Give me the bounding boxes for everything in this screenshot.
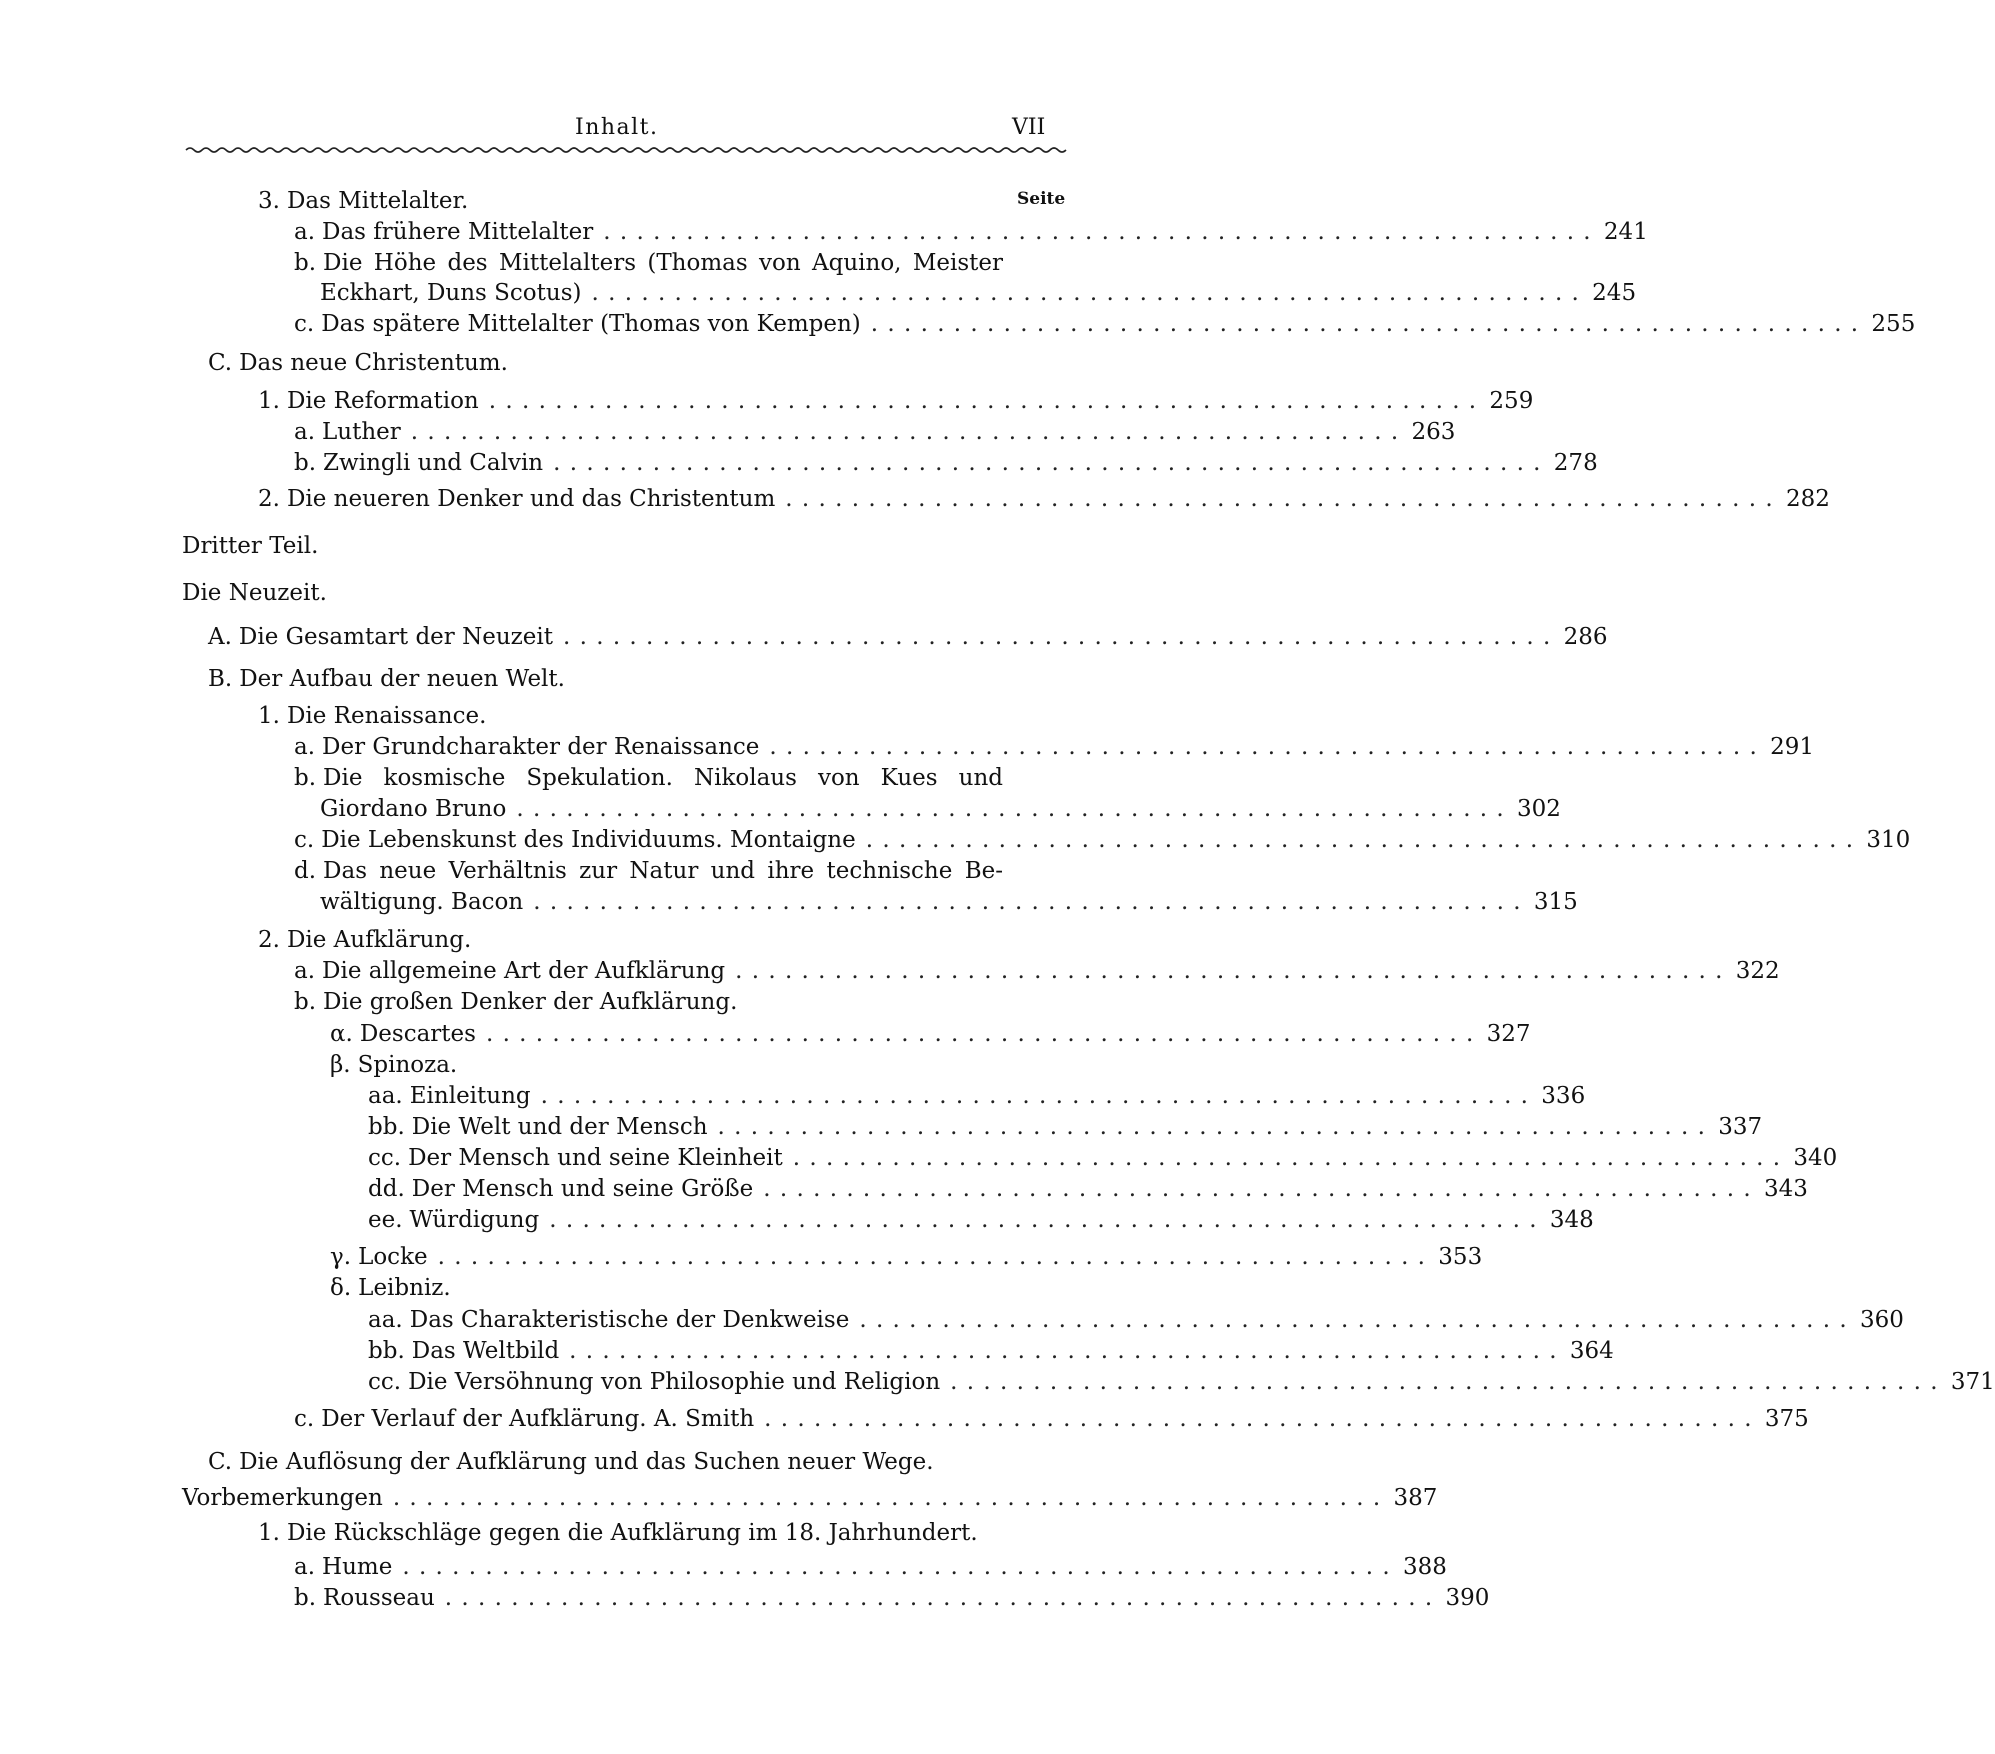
toc-entry-title: Die neueren Denker und das Christentum [286, 486, 776, 512]
toc-entry-title: Die Versöhnung von Philosophie und Religion [408, 1369, 941, 1395]
toc-entry-page: 336 [1541, 1083, 1586, 1109]
dot-leader: ............................................................ [553, 450, 1550, 476]
dot-leader: ............................................................ [549, 1207, 1546, 1233]
toc-entry-page: 282 [1785, 486, 1830, 512]
toc-entry [294, 1582, 1490, 1614]
dot-leader: ............................................................ [764, 1406, 1761, 1432]
toc-entry [294, 416, 1456, 448]
toc-entry [320, 886, 1578, 918]
toc-entry [182, 530, 318, 562]
dot-leader: ............................................................ [865, 827, 1863, 853]
toc-entry-title: Dritter Teil. [182, 533, 319, 559]
toc-entry-number: b. [294, 765, 317, 791]
toc-entry-title: Die Reformation [286, 388, 479, 414]
toc-entry-number: bb. [368, 1114, 405, 1140]
dot-leader: ............................................................ [785, 486, 1782, 512]
toc-entry [368, 1111, 1763, 1143]
toc-entry-title: Leibniz. [358, 1275, 451, 1301]
running-head-title: Inhalt. [575, 115, 659, 140]
toc-entry-page: 364 [1569, 1338, 1614, 1364]
toc-entry-number: C. [208, 1449, 233, 1475]
toc-entry-number: b. [294, 1585, 317, 1611]
toc-entry-page: 255 [1871, 311, 1916, 337]
toc-entry-number: d. [294, 858, 317, 884]
toc-entry-number: c. [294, 1406, 315, 1432]
toc-entry [368, 1173, 1808, 1205]
toc-entry-title: Der Grundcharakter der Renaissance [322, 734, 760, 760]
toc-entry-number: 1. [258, 388, 280, 414]
toc-entry-number: α. [330, 1021, 353, 1047]
toc-entry-title: Die Welt und der Mensch [411, 1114, 708, 1140]
dot-leader: ............................................................ [717, 1114, 1715, 1140]
toc-entry-title: Giordano Bruno [320, 796, 507, 822]
toc-entry [294, 762, 1003, 794]
toc-entry-title: Descartes [359, 1021, 476, 1047]
page-number: VII [1012, 115, 1046, 140]
toc-entry-title: Das spätere Mittelalter (Thomas von Kempen) [321, 311, 861, 337]
toc-entry-number: aa. [368, 1083, 403, 1109]
toc-entry-title: Vorbemerkungen [182, 1485, 383, 1511]
toc-entry-title: Eckhart, Duns Scotus) [320, 280, 582, 306]
toc-entry-title: Die Lebenskunst des Individuums. Montaigne [321, 827, 856, 853]
toc-entry-number: dd. [368, 1176, 405, 1202]
dot-leader: ............................................................ [533, 889, 1530, 915]
toc-entry-page: 388 [1403, 1554, 1447, 1580]
toc-entry-title: Das Mittelalter. [286, 188, 469, 214]
toc-entry-page: 241 [1603, 219, 1648, 245]
dot-leader: ............................................................ [392, 1485, 1390, 1511]
dot-leader: ............................................................ [763, 1176, 1760, 1202]
toc-entry [258, 700, 486, 732]
dot-leader: ............................................................ [569, 1338, 1566, 1364]
dot-leader: ............................................................ [950, 1369, 1947, 1395]
dot-leader: ............................................................ [735, 958, 1732, 984]
toc-entry-page: 263 [1411, 419, 1456, 445]
toc-entry-number: 1. [258, 703, 280, 729]
toc-entry-page: 387 [1393, 1485, 1438, 1511]
toc-entry-number: cc. [368, 1369, 402, 1395]
toc-entry-title: Die Aufklärung. [286, 927, 472, 953]
toc-entry-number: δ. [330, 1275, 352, 1301]
toc-entry-title: Der Verlauf der Aufklärung. A. Smith [321, 1406, 755, 1432]
toc-entry [208, 621, 1608, 653]
toc-entry-title: Einleitung [409, 1083, 531, 1109]
toc-entry-title: Das frühere Mittelalter [322, 219, 594, 245]
toc-entry [368, 1304, 1904, 1336]
toc-entry-number: γ. [330, 1244, 352, 1270]
toc-entry-page: 310 [1866, 827, 1911, 853]
dot-leader: ............................................................ [410, 419, 1408, 445]
dot-leader: ............................................................ [591, 280, 1589, 306]
dot-leader: ............................................................ [444, 1585, 1442, 1611]
toc-entry-title: Hume [322, 1554, 393, 1580]
toc-entry-page: 278 [1553, 450, 1598, 476]
dot-leader: ............................................................ [859, 1307, 1856, 1333]
toc-entry-page: 343 [1763, 1176, 1808, 1202]
dot-leader: ............................................................ [437, 1244, 1435, 1270]
toc-entry [258, 385, 1534, 417]
toc-entry-page: 348 [1549, 1207, 1594, 1233]
toc-entry-number: a. [294, 1554, 316, 1580]
toc-entry-title: Der Mensch und seine Kleinheit [408, 1145, 783, 1171]
toc-entry-number: B. [208, 666, 233, 692]
toc-entry-number: 3. [258, 188, 280, 214]
toc-entry-title: Luther [322, 419, 401, 445]
toc-entry [330, 1049, 457, 1081]
toc-entry-number: bb. [368, 1338, 405, 1364]
dot-leader: ............................................................ [603, 219, 1600, 245]
toc-entry-title: Der Aufbau der neuen Welt. [239, 666, 565, 692]
toc-entry-number: b. [294, 450, 317, 476]
toc-entry [294, 247, 1003, 279]
toc-entry [294, 955, 1780, 987]
dot-leader: ............................................................ [540, 1083, 1538, 1109]
toc-entry-page: 337 [1718, 1114, 1763, 1140]
toc-entry [294, 855, 1003, 887]
toc-entry-page: 291 [1770, 734, 1814, 760]
toc-entry [294, 986, 737, 1018]
toc-entry [182, 1482, 1438, 1514]
toc-entry-number: aa. [368, 1307, 403, 1333]
toc-entry-number: C. [208, 350, 233, 376]
toc-entry [294, 447, 1598, 479]
toc-entry [294, 216, 1648, 248]
toc-entry-number: a. [294, 734, 316, 760]
toc-entry-number: c. [294, 827, 315, 853]
toc-entry [258, 483, 1830, 515]
toc-entry-title: Die Neuzeit. [182, 580, 327, 606]
toc-entry-page: 245 [1592, 280, 1637, 306]
toc-entry-title: Locke [358, 1244, 428, 1270]
toc-entry-title: Das neue Verhältnis zur Natur und ihre technische Be- [323, 858, 1003, 884]
toc-entry [258, 185, 468, 217]
toc-entry-title: Die Rückschläge gegen die Aufklärung im 18. Jahrhundert. [286, 1520, 978, 1546]
dot-leader: ............................................................ [402, 1554, 1399, 1580]
dot-leader: ............................................................ [516, 796, 1514, 822]
toc-entry-page: 375 [1764, 1406, 1809, 1432]
toc-entry-title: Die Gesamtart der Neuzeit [238, 624, 553, 650]
toc-entry [320, 793, 1561, 825]
toc-entry [368, 1142, 1838, 1174]
toc-entry [368, 1080, 1586, 1112]
toc-entry-title: Die Renaissance. [286, 703, 487, 729]
toc-entry-page: 327 [1486, 1021, 1531, 1047]
dot-leader: ............................................................ [870, 311, 1868, 337]
toc-entry-number: c. [294, 311, 315, 337]
toc-entry-number: a. [294, 958, 316, 984]
dot-leader: ............................................................ [792, 1145, 1790, 1171]
dot-leader: ............................................................ [488, 388, 1486, 414]
toc-entry-title: Das Charakteristische der Denkweise [409, 1307, 850, 1333]
toc-entry-number: cc. [368, 1145, 402, 1171]
toc-entry-title: Zwingli und Calvin [323, 450, 544, 476]
toc-entry [294, 1551, 1447, 1583]
toc-entry-page: 259 [1489, 388, 1534, 414]
toc-entry [182, 577, 327, 609]
toc-entry-page: 315 [1533, 889, 1578, 915]
toc-entry-title: Würdigung [409, 1207, 540, 1233]
toc-entry-page: 286 [1563, 624, 1608, 650]
toc-entry-number: 2. [258, 927, 280, 953]
toc-entry-page: 322 [1735, 958, 1780, 984]
toc-entry-title: wältigung. Bacon [320, 889, 524, 915]
toc-entry-number: A. [208, 624, 232, 650]
toc-entry-number: a. [294, 419, 316, 445]
toc-entry [294, 824, 1911, 856]
toc-entry-title: Der Mensch und seine Größe [411, 1176, 754, 1202]
toc-entry-page: 302 [1517, 796, 1561, 822]
toc-entry-title: Die Höhe des Mittelalters (Thomas von Aquino, Meister [323, 250, 1003, 276]
toc-entry [368, 1335, 1614, 1367]
toc-entry [330, 1018, 1531, 1050]
toc-entry [258, 924, 471, 956]
dot-leader: ............................................................ [562, 624, 1560, 650]
toc-entry-title: Die allgemeine Art der Aufklärung [322, 958, 726, 984]
dot-leader: ............................................................ [485, 1021, 1483, 1047]
toc-entry-number: 1. [258, 1520, 280, 1546]
toc-entry-number: a. [294, 219, 316, 245]
toc-entry-page: 371 [1950, 1369, 1995, 1395]
toc-entry-page: 340 [1793, 1145, 1838, 1171]
seite-label: Seite [1017, 189, 1066, 209]
toc-entry-number: β. [330, 1052, 351, 1078]
toc-entry-number: ee. [368, 1207, 403, 1233]
toc-entry [208, 663, 565, 695]
toc-entry-title: Das Weltbild [411, 1338, 560, 1364]
toc-entry-title: Die kosmische Spekulation. Nikolaus von Kues und [323, 765, 1003, 791]
toc-entry [320, 277, 1637, 309]
toc-entry-number: b. [294, 989, 317, 1015]
toc-entry-page: 390 [1445, 1585, 1490, 1611]
toc-entry [208, 347, 508, 379]
toc-entry [368, 1204, 1594, 1236]
toc-entry [258, 1517, 978, 1549]
toc-entry [294, 731, 1814, 763]
toc-entry-title: Spinoza. [357, 1052, 458, 1078]
toc-entry [294, 1403, 1809, 1435]
toc-entry-page: 360 [1860, 1307, 1904, 1333]
toc-entry [208, 1446, 934, 1478]
toc-entry [368, 1366, 1995, 1398]
toc-entry-number: b. [294, 250, 317, 276]
dot-leader: ............................................................ [769, 734, 1767, 760]
toc-entry-title: Das neue Christentum. [239, 350, 508, 376]
toc-entry [330, 1241, 1483, 1273]
toc-entry-page: 353 [1438, 1244, 1483, 1270]
toc-entry [330, 1272, 451, 1304]
toc-entry [294, 308, 1916, 340]
toc-entry-number: 2. [258, 486, 280, 512]
toc-entry-title: Die Auflösung der Aufklärung und das Suchen neuer Wege. [239, 1449, 934, 1475]
toc-entry-title: Die großen Denker der Aufklärung. [323, 989, 738, 1015]
toc-entry-title: Rousseau [323, 1585, 435, 1611]
